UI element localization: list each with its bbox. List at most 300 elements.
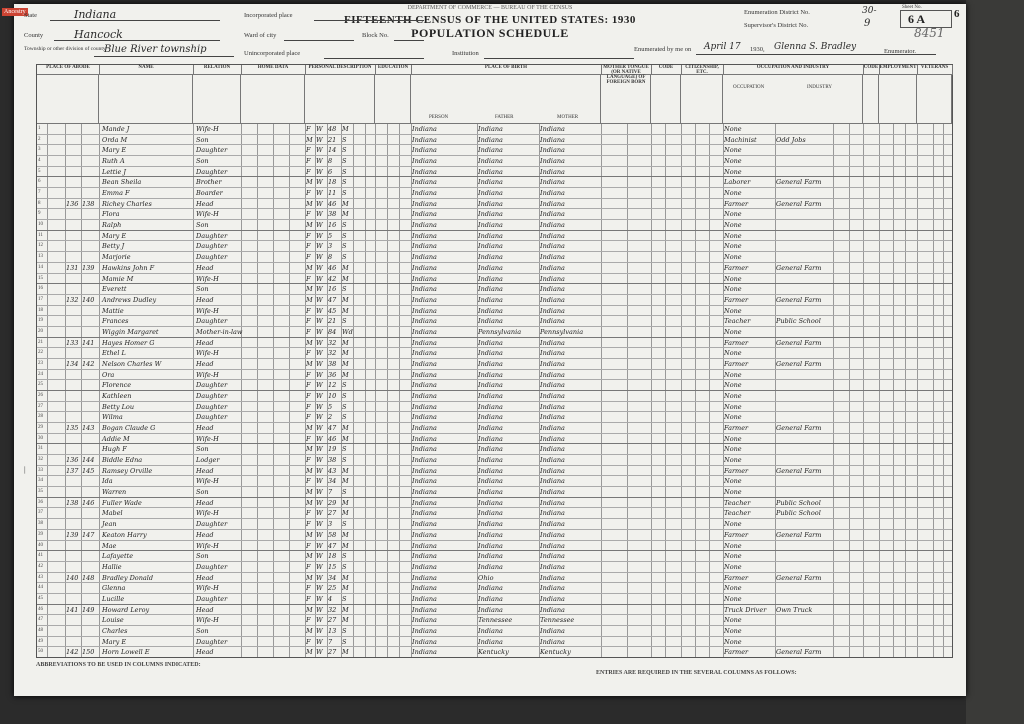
row-person-cell: Indiana <box>412 573 437 582</box>
schedule-grid <box>36 64 953 658</box>
row-mother-cell: Indiana <box>540 381 565 390</box>
row-occ-cell: None <box>724 349 742 358</box>
row-rel-cell: Daughter <box>196 402 228 411</box>
row-name-cell: Louise <box>102 616 124 625</box>
row-rel-cell: Son <box>196 445 209 454</box>
table-row <box>37 230 952 241</box>
row-person-cell: Indiana <box>412 402 437 411</box>
column-header-cell <box>375 74 411 123</box>
row-rel-cell: Wife-H <box>196 125 219 133</box>
row-ind-cell: General Farm <box>776 263 822 272</box>
row-name-cell: Howard Leroy <box>102 605 150 614</box>
row-rel-cell: Son <box>196 157 209 166</box>
row-race-cell: W <box>316 199 323 208</box>
row-mother-cell: Indiana <box>540 413 565 422</box>
row-age-cell: 34 <box>328 573 337 582</box>
row-n-cell: 28 <box>38 414 43 420</box>
page-number: 8451 <box>914 26 945 40</box>
row-mother-cell: Kentucky <box>540 648 571 657</box>
row-rel-cell: Wife-H <box>196 434 219 443</box>
row-ms-cell: M <box>342 477 349 486</box>
row-sex-cell: M <box>306 221 313 230</box>
row-ind-cell: General Farm <box>776 466 822 475</box>
row-n-cell: 23 <box>38 360 43 366</box>
table-row <box>37 593 952 604</box>
row-name-cell: Wilma <box>102 413 123 422</box>
row-name-cell: Andrews Dudley <box>102 295 157 304</box>
row-father-cell: Indiana <box>478 413 503 422</box>
row-mother-cell: Indiana <box>540 498 565 507</box>
table-row <box>37 176 952 187</box>
row-ms-cell: S <box>342 221 347 230</box>
row-name-cell: Charles <box>102 626 128 635</box>
row-fam-cell: 146 <box>82 498 95 507</box>
row-father-cell: Indiana <box>478 210 503 219</box>
row-age-cell: 18 <box>328 178 337 187</box>
row-mother-cell: Indiana <box>540 125 565 133</box>
table-row <box>37 614 952 625</box>
row-occ-cell: Farmer <box>724 648 749 657</box>
row-age-cell: 3 <box>328 242 333 251</box>
row-race-cell: W <box>316 466 323 475</box>
row-age-cell: 13 <box>328 626 337 635</box>
enumerator-label: Enumerator. <box>884 48 916 55</box>
row-person-cell: Indiana <box>412 381 437 390</box>
row-mother-cell: Indiana <box>540 424 565 433</box>
column-group-header: MOTHER TONGUE (OR NATIVE LANGUAGE) OF FOREIGN BORN <box>601 65 652 75</box>
row-father-cell: Indiana <box>478 626 503 635</box>
row-rel-cell: Head <box>196 338 214 347</box>
row-fam-cell: 138 <box>82 199 95 208</box>
row-mother-cell: Indiana <box>540 402 565 411</box>
row-n-cell: 48 <box>38 627 43 633</box>
row-father-cell: Indiana <box>478 637 503 646</box>
row-person-cell: Indiana <box>412 231 437 240</box>
row-ms-cell: S <box>342 637 347 646</box>
unincorporated-label: Unincorporated place <box>244 50 301 57</box>
row-father-cell: Indiana <box>478 402 503 411</box>
row-race-cell: W <box>316 349 323 358</box>
row-ms-cell: S <box>342 445 347 454</box>
row-race-cell: W <box>316 541 323 550</box>
row-race-cell: W <box>316 456 323 465</box>
row-mother-cell: Indiana <box>540 466 565 475</box>
row-ms-cell: M <box>342 274 349 283</box>
row-n-cell: 47 <box>38 617 43 623</box>
row-sex-cell: M <box>306 445 313 454</box>
schedule-footer <box>36 660 951 690</box>
table-row <box>37 454 952 465</box>
row-age-cell: 10 <box>328 392 337 400</box>
row-mother-cell: Indiana <box>540 295 565 304</box>
row-age-cell: 7 <box>328 488 333 497</box>
row-ind-cell: General Farm <box>776 573 822 582</box>
row-father-cell: Indiana <box>478 189 503 198</box>
row-mother-cell: Indiana <box>540 253 565 262</box>
row-race-cell: W <box>316 327 323 336</box>
row-father-cell: Pennsylvania <box>478 327 522 336</box>
row-occ-cell: None <box>724 584 742 593</box>
row-name-cell: Betty Lou <box>102 402 135 411</box>
row-age-cell: 43 <box>328 466 337 475</box>
row-sex-cell: F <box>306 402 311 411</box>
row-age-cell: 7 <box>328 637 333 646</box>
row-person-cell: Indiana <box>412 488 437 497</box>
row-mother-cell: Indiana <box>540 338 565 347</box>
column-header-cell <box>305 74 375 123</box>
table-row <box>37 294 952 305</box>
row-race-cell: W <box>316 477 323 486</box>
row-occ-cell: Farmer <box>724 424 749 433</box>
row-rel-cell: Head <box>196 359 214 368</box>
row-fam-cell: 141 <box>82 338 95 347</box>
row-dw-cell: 136 <box>66 456 79 465</box>
row-n-cell: 15 <box>38 275 43 281</box>
row-rel-cell: Head <box>196 199 214 208</box>
row-fam-cell: 142 <box>82 359 95 368</box>
row-occ-cell: Farmer <box>724 199 749 208</box>
ed-value: 30- <box>862 6 877 16</box>
row-name-cell: Hugh F <box>102 445 127 454</box>
row-n-cell: 2 <box>38 136 41 142</box>
row-occ-cell: None <box>724 637 742 646</box>
row-occ-cell: Teacher <box>724 498 751 507</box>
birthplace-subheader: FATHER <box>495 115 514 120</box>
row-father-cell: Indiana <box>478 295 503 304</box>
row-race-cell: W <box>316 135 323 144</box>
row-person-cell: Indiana <box>412 210 437 219</box>
table-row <box>37 315 952 326</box>
row-mother-cell: Indiana <box>540 157 565 166</box>
row-n-cell: 16 <box>38 286 43 292</box>
row-rel-cell: Head <box>196 648 214 657</box>
row-race-cell: W <box>316 552 323 561</box>
county-value: Hancock <box>74 28 123 41</box>
row-age-cell: 21 <box>328 317 337 326</box>
table-row <box>37 465 952 476</box>
row-father-cell: Indiana <box>478 349 503 358</box>
row-sex-cell: F <box>306 616 311 625</box>
row-sex-cell: F <box>306 392 311 400</box>
row-sex-cell: M <box>306 263 313 272</box>
row-name-cell: Glenna <box>102 584 126 593</box>
row-name-cell: Ora <box>102 370 115 379</box>
column-group-header: OCCUPATION AND INDUSTRY <box>723 65 864 75</box>
row-father-cell: Indiana <box>478 306 503 315</box>
table-row <box>37 187 952 198</box>
row-father-cell: Indiana <box>478 562 503 571</box>
row-age-cell: 32 <box>328 349 337 358</box>
row-n-cell: 42 <box>38 563 43 569</box>
row-occ-cell: None <box>724 231 742 240</box>
row-race-cell: W <box>316 221 323 230</box>
column-group-header: CODE <box>651 65 682 75</box>
row-sex-cell: M <box>306 424 313 433</box>
row-mother-cell: Indiana <box>540 637 565 646</box>
row-rel-cell: Wife-H <box>196 616 219 625</box>
row-name-cell: Mattie <box>102 306 124 315</box>
row-occ-cell: None <box>724 541 742 550</box>
row-person-cell: Indiana <box>412 648 437 657</box>
row-occ-cell: None <box>724 157 742 166</box>
row-rel-cell: Wife-H <box>196 584 219 593</box>
table-row <box>37 411 952 422</box>
row-person-cell: Indiana <box>412 242 437 251</box>
row-father-cell: Indiana <box>478 605 503 614</box>
row-name-cell: Mande J <box>102 125 130 133</box>
township-label: Township or other division of county <box>24 46 106 52</box>
row-race-cell: W <box>316 317 323 326</box>
row-n-cell: 18 <box>38 307 43 313</box>
row-person-cell: Indiana <box>412 125 437 133</box>
margin-note: — <box>20 466 29 474</box>
row-sex-cell: F <box>306 477 311 486</box>
row-ind-cell: General Farm <box>776 359 822 368</box>
sheet-number: 6 A <box>908 12 926 26</box>
row-father-cell: Indiana <box>478 221 503 230</box>
column-group-header: EDUCATION <box>375 65 412 75</box>
table-row <box>37 251 952 262</box>
row-rel-cell: Wife-H <box>196 370 219 379</box>
row-occ-cell: Laborer <box>724 178 751 187</box>
row-sex-cell: M <box>306 199 313 208</box>
row-n-cell: 6 <box>38 179 41 185</box>
row-name-cell: Jean <box>102 520 117 529</box>
row-sex-cell: F <box>306 434 311 443</box>
row-ms-cell: M <box>342 498 349 507</box>
row-race-cell: W <box>316 637 323 646</box>
row-race-cell: W <box>316 157 323 166</box>
row-name-cell: Mary E <box>102 231 127 240</box>
row-name-cell: Addie M <box>102 434 130 443</box>
column-header-cell <box>99 74 193 123</box>
row-rel-cell: Daughter <box>196 562 228 571</box>
row-occ-cell: None <box>724 210 742 219</box>
row-person-cell: Indiana <box>412 157 437 166</box>
row-name-cell: Mabel <box>102 509 123 518</box>
row-name-cell: Hayes Homer G <box>102 338 155 347</box>
row-rel-cell: Daughter <box>196 253 228 262</box>
row-rel-cell: Head <box>196 573 214 582</box>
row-person-cell: Indiana <box>412 146 437 155</box>
row-ind-cell: General Farm <box>776 178 822 187</box>
row-occ-cell: None <box>724 445 742 454</box>
row-ms-cell: S <box>342 178 347 187</box>
row-sex-cell: F <box>306 370 311 379</box>
row-ind-cell: Public School <box>776 317 821 326</box>
table-row <box>37 123 952 134</box>
row-n-cell: 12 <box>38 243 43 249</box>
row-mother-cell: Indiana <box>540 167 565 176</box>
row-person-cell: Indiana <box>412 199 437 208</box>
row-mother-cell: Indiana <box>540 178 565 187</box>
row-age-cell: 27 <box>328 648 337 657</box>
row-father-cell: Indiana <box>478 274 503 283</box>
row-occ-cell: None <box>724 616 742 625</box>
row-person-cell: Indiana <box>412 274 437 283</box>
row-rel-cell: Daughter <box>196 242 228 251</box>
row-ms-cell: S <box>342 562 347 571</box>
column-group-header: RELATION <box>193 65 242 75</box>
row-mother-cell: Indiana <box>540 359 565 368</box>
row-rel-cell: Daughter <box>196 317 228 326</box>
row-sex-cell: M <box>306 626 313 635</box>
row-person-cell: Indiana <box>412 327 437 336</box>
row-ms-cell: M <box>342 338 349 347</box>
row-sex-cell: M <box>306 605 313 614</box>
row-name-cell: Fuller Wade <box>102 498 142 507</box>
row-race-cell: W <box>316 381 323 390</box>
table-row <box>37 529 952 540</box>
row-ms-cell: S <box>342 626 347 635</box>
row-mother-cell: Indiana <box>540 199 565 208</box>
row-sex-cell: M <box>306 359 313 368</box>
row-age-cell: 27 <box>328 509 337 518</box>
row-mother-cell: Indiana <box>540 552 565 561</box>
row-age-cell: 46 <box>328 199 337 208</box>
row-person-cell: Indiana <box>412 338 437 347</box>
row-rel-cell: Son <box>196 285 209 294</box>
row-n-cell: 35 <box>38 489 43 495</box>
row-sex-cell: F <box>306 157 311 166</box>
row-n-cell: 44 <box>38 585 43 591</box>
row-mother-cell: Indiana <box>540 317 565 326</box>
row-person-cell: Indiana <box>412 253 437 262</box>
row-person-cell: Indiana <box>412 167 437 176</box>
row-father-cell: Indiana <box>478 530 503 539</box>
enumerated-date: April 17 <box>704 42 741 52</box>
row-rel-cell: Wife-H <box>196 210 219 219</box>
column-group-header: PERSONAL DESCRIPTION <box>305 65 376 75</box>
row-fam-cell: 143 <box>82 424 95 433</box>
row-race-cell: W <box>316 359 323 368</box>
row-ms-cell: M <box>342 199 349 208</box>
row-sex-cell: F <box>306 349 311 358</box>
occupation-subheader: OCCUPATION <box>733 85 765 90</box>
column-group-header: EMPLOYMENT <box>879 65 918 75</box>
row-mother-cell: Indiana <box>540 445 565 454</box>
row-ms-cell: S <box>342 242 347 251</box>
row-name-cell: Mary E <box>102 637 127 646</box>
row-dw-cell: 141 <box>66 605 79 614</box>
row-father-cell: Kentucky <box>478 648 509 657</box>
row-father-cell: Indiana <box>478 178 503 187</box>
row-n-cell: 37 <box>38 510 43 516</box>
column-header-cell <box>37 74 99 123</box>
row-age-cell: 15 <box>328 562 337 571</box>
schedule-title: POPULATION SCHEDULE <box>411 26 569 40</box>
table-row <box>37 337 952 348</box>
row-rel-cell: Daughter <box>196 231 228 240</box>
department-line: DEPARTMENT OF COMMERCE — BUREAU OF THE CENSUS <box>407 5 573 11</box>
row-n-cell: 41 <box>38 553 43 559</box>
table-row <box>37 283 952 294</box>
row-name-cell: Hawkins John F <box>102 263 155 272</box>
column-group-header: CITIZENSHIP, ETC. <box>681 65 724 75</box>
row-person-cell: Indiana <box>412 263 437 272</box>
table-row <box>37 347 952 358</box>
sheet-label: Sheet No. <box>902 5 922 10</box>
row-occ-cell: Teacher <box>724 317 751 326</box>
table-row <box>37 262 952 273</box>
row-person-cell: Indiana <box>412 616 437 625</box>
row-name-cell: Florence <box>102 381 132 390</box>
row-age-cell: 47 <box>328 424 337 433</box>
row-rel-cell: Brother <box>196 178 222 187</box>
row-name-cell: Mary E <box>102 146 127 155</box>
row-sex-cell: F <box>306 327 311 336</box>
row-occ-cell: None <box>724 456 742 465</box>
row-sex-cell: F <box>306 146 311 155</box>
table-row <box>37 390 952 401</box>
row-n-cell: 13 <box>38 254 43 260</box>
row-name-cell: Bean Sheila <box>102 178 142 187</box>
row-father-cell: Indiana <box>478 392 503 400</box>
stamp-number: 6 <box>954 8 960 20</box>
row-sex-cell: M <box>306 498 313 507</box>
row-mother-cell: Indiana <box>540 541 565 550</box>
row-ind-cell: Odd Jobs <box>776 135 806 144</box>
row-age-cell: 29 <box>328 498 337 507</box>
row-name-cell: Everett <box>102 285 127 294</box>
row-father-cell: Indiana <box>478 594 503 603</box>
row-n-cell: 29 <box>38 425 43 431</box>
row-father-cell: Indiana <box>478 157 503 166</box>
row-n-cell: 17 <box>38 296 43 302</box>
row-rel-cell: Son <box>196 626 209 635</box>
row-dw-cell: 140 <box>66 573 79 582</box>
row-race-cell: W <box>316 370 323 379</box>
table-row <box>37 443 952 454</box>
row-person-cell: Indiana <box>412 584 437 593</box>
table-row <box>37 134 952 145</box>
row-race-cell: W <box>316 242 323 251</box>
row-rel-cell: Daughter <box>196 413 228 422</box>
row-n-cell: 10 <box>38 222 43 228</box>
table-row <box>37 144 952 155</box>
row-sex-cell: F <box>306 541 311 550</box>
row-fam-cell: 140 <box>82 295 95 304</box>
row-age-cell: 14 <box>328 146 337 155</box>
row-father-cell: Indiana <box>478 199 503 208</box>
row-n-cell: 43 <box>38 574 43 580</box>
row-dw-cell: 135 <box>66 424 79 433</box>
archive-stamp: Ancestry <box>4 9 26 15</box>
row-rel-cell: Wife-H <box>196 509 219 518</box>
row-ms-cell: M <box>342 359 349 368</box>
row-name-cell: Keaton Harry <box>102 530 147 539</box>
row-sex-cell: F <box>306 253 311 262</box>
row-person-cell: Indiana <box>412 178 437 187</box>
row-age-cell: 46 <box>328 434 337 443</box>
row-n-cell: 31 <box>38 446 43 452</box>
row-race-cell: W <box>316 605 323 614</box>
column-header-cell <box>241 74 305 123</box>
row-mother-cell: Indiana <box>540 605 565 614</box>
row-race-cell: W <box>316 520 323 529</box>
row-age-cell: 48 <box>328 125 337 133</box>
birthplace-subheader: PERSON <box>429 115 449 120</box>
row-father-cell: Indiana <box>478 584 503 593</box>
birthplace-subheader: MOTHER <box>557 115 579 120</box>
row-mother-cell: Indiana <box>540 477 565 486</box>
row-mother-cell: Indiana <box>540 242 565 251</box>
row-sex-cell: F <box>306 456 311 465</box>
row-sex-cell: M <box>306 135 313 144</box>
row-mother-cell: Indiana <box>540 349 565 358</box>
row-sex-cell: F <box>306 231 311 240</box>
row-person-cell: Indiana <box>412 520 437 529</box>
